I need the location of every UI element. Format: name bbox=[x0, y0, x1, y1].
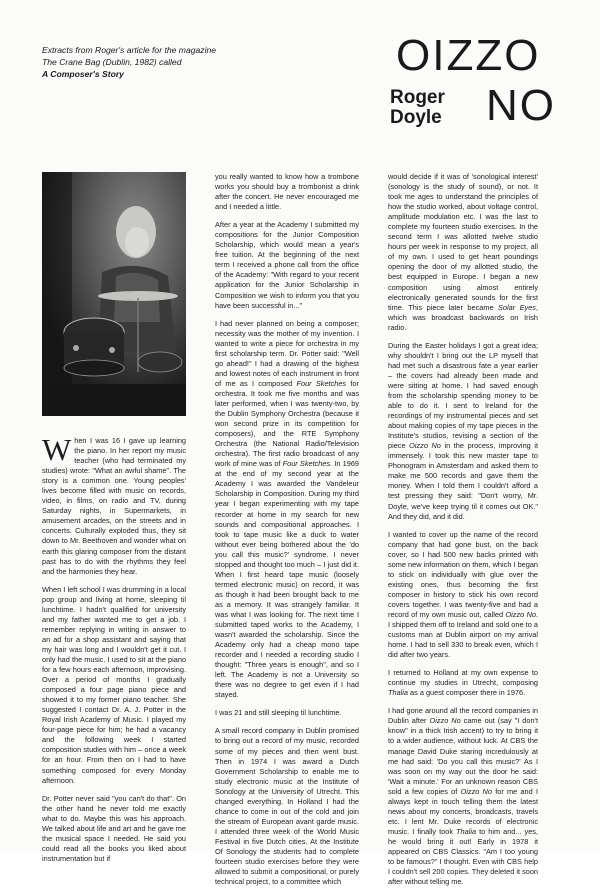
paragraph-text: for orchestra. It took me five months and was later performed, when I was twenty-two, by the Dublin Symphony Orchestra (because it won second prize in its competition for composers), and the RTE Symphony Orchestra (the National Radio/Television orchestra). The first radio broadcast of any work of mine was of bbox=[215, 378, 359, 469]
drummer-photo-illustration bbox=[42, 172, 186, 416]
paragraph-text: I had never planned on being a composer; necessity was the mother of my invention. I wanted to write a piece for orchestra in my first scholarship term. Dr. Potter said: "Well go ahead!" I had a drawing of the highest and lowest notes of each instrument in front of me as I composed bbox=[215, 318, 359, 388]
work-title: Four Sketches bbox=[296, 378, 347, 388]
paragraph bbox=[388, 668, 538, 698]
author-name bbox=[390, 88, 445, 128]
photo bbox=[42, 172, 186, 416]
work-title: Oizzo No bbox=[460, 786, 492, 796]
column-1 bbox=[42, 432, 186, 872]
intro-line-1: Extracts from Roger's article for the magazine bbox=[42, 45, 217, 55]
column-3 bbox=[388, 172, 538, 895]
paragraph-text: hen I was 16 I gave up learning the piano. In her report my music teacher (who had terminated my studies) wrote: "What an awful shame". The story is a common one. Young peoples' lives become filled with music on records, video, in films, on radio and TV, during Saturday nights, in Supermarkets, in amusement arcades, on the streets and in concerts. Culturally exploded thus, they sit down to Mr. Beethoven and wonder what on earth this glaring composer from the distant past has to do with the rhythms they feel and the harmonies they hear. bbox=[42, 436, 186, 576]
work-title: Oizzo No bbox=[505, 609, 536, 619]
paragraph bbox=[215, 319, 359, 701]
title-no: NO bbox=[486, 81, 556, 130]
paragraph bbox=[388, 530, 538, 661]
paragraph: you really wanted to know how a trombone works you should buy a trombonist a drink after the concert. He never encouraged me and I needed a little. bbox=[215, 172, 359, 212]
intro-line-3: A Composer's Story bbox=[42, 69, 124, 79]
intro-line-2: The Crane Bag (Dublin, 1982) called bbox=[42, 57, 182, 67]
paragraph-text: came out (say "I don't know" in a thick Irish accent) to try to bring it to a wider audience, without luck. At CBS the manage David Duke staring incredulously at me had said: 'Do you call this music?' As I was soon on my way out the door he said: 'Wait a minute.' For an unknown reason CBS sold a few copies of bbox=[388, 716, 538, 796]
drop-cap: W bbox=[42, 432, 72, 467]
intro-text bbox=[42, 44, 332, 80]
work-title: Four Sketches. bbox=[282, 459, 333, 469]
paragraph-text: in the process, improving it immensely. I took this new master tape to Phonogram in Amsterdam and asked them to make me 500 records and gave them the money. When I told them I couldn't afford a test pressing they said: "Don't worry, Mr. Doyle, we've keep trying til it comes out OK." And they did, and it did. bbox=[388, 441, 538, 521]
work-title: Oizzo No bbox=[429, 716, 461, 726]
paragraph bbox=[42, 432, 186, 577]
paragraph bbox=[388, 341, 538, 522]
paragraph-text: . I shipped them off to Ireland and sold one to a customs man at Dublin airport on my arrival home. I had to sell 330 to break even, which I did after two years. bbox=[388, 609, 538, 660]
paragraph: After a year at the Academy I submitted my compositions for the Junior Composition Scholarship, which would mean a year's free tuition. At the beginning of the next term I received a phone call from the office of the Academy: "With regard to your recent application for the Junior Scholarship in Composition we wish to inform you that you have been successful in..." bbox=[215, 220, 359, 310]
paragraph-text: to him and... yes, he would bring it out! Early in 1978 it appeared on CBS Classics. "Am I too young to be famous?" I thought. Even with CBS help I couldn't sell 200 copies. They deleted it soon after without telling me. bbox=[388, 826, 538, 887]
work-title: Thalia bbox=[456, 826, 477, 836]
paragraph-text: In 1969 at the end of my second year at the Academy I was awarded the Vandeleur Scholarship in Composition. During my third year I began experimenting with my tape recorder at home in my search for new sounds and compositional approaches. I took to tape music like a duck to water without ever being bothered about the 'do you call this music?' syndrome. I never stopped and thought too much – I just did it. When I first heard tape music (loosely termed electronic music) on record, it was as though it had been brought back to me as a memory. It was strangely familiar. It was what I was looking for. The next time I submitted taped works to the Academy, I wasn't awarded the scholarship. Since the Academy only had a cheap mono tape recorder and I needed a recording studio I thought: "Three years is enough", and so I left. The Academy is not a University so there was no degree to get even if I had stayed. bbox=[215, 459, 359, 700]
paragraph-text: as a guest composer there in 1976. bbox=[408, 688, 526, 698]
author-last-name: Doyle bbox=[390, 107, 442, 128]
paragraph-text: I returned to Holland at my own expense to continue my studies in Utrecht, composing bbox=[388, 668, 538, 688]
paragraph bbox=[388, 172, 538, 333]
work-title: Oizzo No bbox=[409, 441, 441, 451]
title-oizzo: OIZZO bbox=[396, 31, 541, 80]
paragraph: Dr. Potter never said "you can't do that". On the other hand he never told me exactly what to do. Maybe this was his approach. We talked about life and art and he gave me the musical space I needed. He said you could read all the books you liked about instrumentation but if bbox=[42, 793, 186, 863]
paragraph-text: I wanted to cover up the name of the record company that had gone bust, on the back cover, so I had 500 new backs printed with some new information on them, which I began to stick on individually with glue over the existing ones, thus becoming the first composer in history to stick his own record covers together. I was twenty-five and had a record of my own music out, called bbox=[388, 529, 538, 619]
paragraph-text: for me and I always kept in touch telling them the latest news about my concerts, broadcasts, travels etc. I lent Mr. Duke records of electronic music. I finally took bbox=[388, 786, 538, 836]
paragraph: I was 21 and still sleeping til lunchtime. bbox=[215, 708, 342, 718]
paragraph-text: would decide if it was of 'sonological interest' (sonology is the study of sound), or not. It took me ages to understand the principles of how the studio worked, about voltage control, amplitude modulation etc. I was the last to complete my fourteen studio exercises. In the second term I was allotted twelve studio hours per week in response to my project, all of my own. I used to get heart poundings opening the door of my allotted studio, the best equipped in Europe. I began a new composition using almost entirely electronically generated sounds for the first time. This piece later became bbox=[388, 172, 538, 312]
paragraph: A small record company in Dublin promised to bring out a record of my music, recorded some of my pieces and then went bust. Then in 1974 I was award a Dutch Government Scholarship to enable me to study electronic music at the Institute of Sonology at the University of Utrecht. This changed everything. In Holland I had the chance to come in out of the cold and join the stream of European avant garde music. I attended three week of the World Music Festival in five Dutch cities. At the Institute Of Sonology the students had to complete fourteen studio exercises before they were allowed to submit a compositional, or purely technical project, to a committee which bbox=[215, 726, 359, 887]
paragraph-text: , which was broadcast backwards on Irish radio. bbox=[388, 302, 538, 332]
column-2 bbox=[215, 172, 359, 895]
work-title: Solar Eyes bbox=[498, 302, 536, 312]
author-first-name: Roger bbox=[390, 87, 445, 108]
paragraph-text: During the Easter holidays I got a great idea; why shouldn't I bring out the LP myself that had met such a disastrous fate a year earlier – the covers had already been made and were sitting at home. I had saved enough from the scholarship spending money to be able to do it. I sent to Ireland for the recordings of my instrumental pieces and set about making copies of my tape pieces in the Institute's studios, revising a section of the piece bbox=[388, 340, 538, 451]
paragraph: When I left school I was drumming in a local pop group and living at home, sleeping til lunchtime. I hadn't qualified for university and my father wanted me to get a job. I remember replying in writing in answer to an ad for a shop assistant and saying that my hair was long and I wouldn't get it cut. I only had the music. I used to sit at the piano for a few hours each afternoon, improvising. Over a period of months I gradually composed a four page piano piece and showed it to my former piano teacher. She suggested I contact Dr. A. J. Potter in the Royal Irish Academy of Music. I played my four-page piece for him; he had a vacancy and the following week I started composition studies with him – once a week for an hour. From then on I had to have something composed for every Monday afternoon. bbox=[42, 584, 186, 785]
paragraph bbox=[388, 706, 538, 887]
work-title: Thalia bbox=[388, 688, 409, 698]
paragraph-text: I had gone around all the record companies in Dublin after bbox=[388, 706, 538, 726]
